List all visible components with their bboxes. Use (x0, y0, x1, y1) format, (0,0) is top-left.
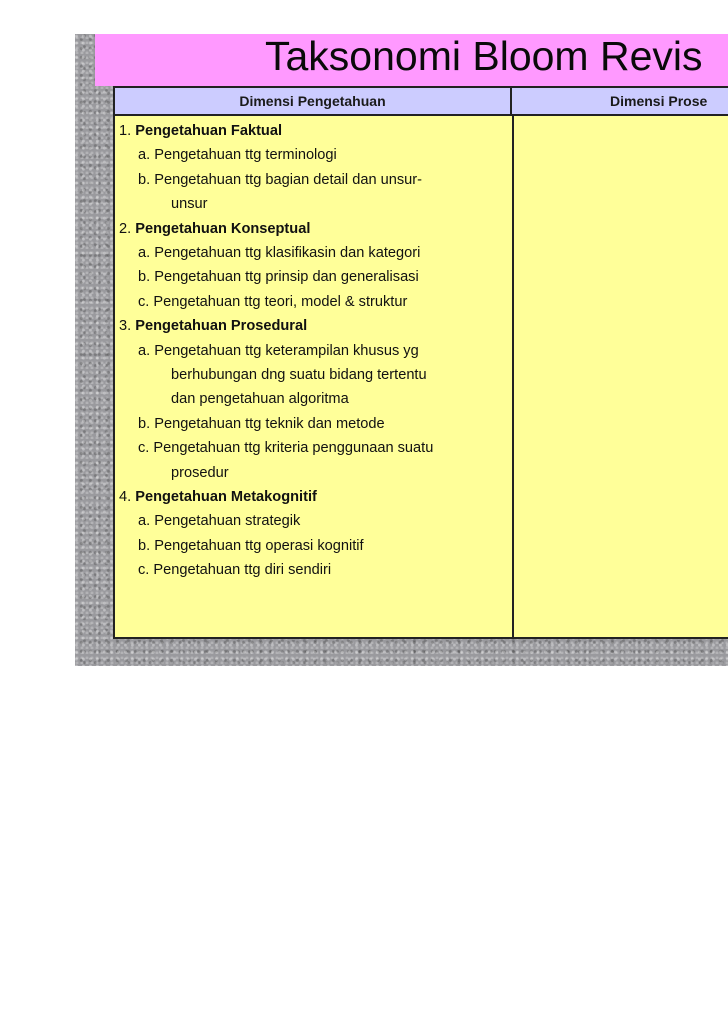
slide-title: Taksonomi Bloom Revis (265, 34, 703, 79)
knowledge-item: a. Pengetahuan ttg terminologi (138, 147, 337, 164)
category-number: 2. (119, 220, 136, 237)
knowledge-item: a. Pengetahuan ttg klasifikasin dan kategori (138, 245, 421, 261)
category-number: 3. (119, 318, 136, 335)
knowledge-item: berhubungan dng suatu bidang tertentu (171, 367, 427, 383)
category-number: 4. (119, 489, 136, 505)
knowledge-category (119, 218, 310, 240)
knowledge-item: dan pengetahuan algoritma (171, 391, 349, 408)
knowledge-item: b. Pengetahuan ttg teknik dan metode (138, 415, 385, 432)
column-divider (512, 116, 514, 639)
knowledge-item: b. Pengetahuan ttg operasi kognitif (138, 537, 364, 554)
header-knowledge-dimension: Dimensi Pengetahuan (115, 88, 512, 116)
knowledge-category (119, 486, 317, 508)
category-number: 1. (119, 123, 136, 139)
knowledge-item: prosedur (171, 464, 229, 481)
knowledge-item: a. Pengetahuan strategik (138, 513, 301, 530)
knowledge-item: unsur (171, 196, 208, 213)
knowledge-item: c. Pengetahuan ttg kriteria penggunaan suatu (138, 440, 434, 457)
knowledge-category (119, 315, 307, 337)
header-process-dimension: Dimensi Prose (512, 88, 728, 116)
knowledge-item: b. Pengetahuan ttg bagian detail dan unsur- (138, 171, 422, 188)
category-label: Pengetahuan Metakognitif (135, 489, 317, 505)
category-label: Pengetahuan Prosedural (135, 318, 308, 335)
knowledge-category (119, 120, 282, 142)
knowledge-item: b. Pengetahuan ttg prinsip dan generalisasi (138, 269, 419, 286)
category-label: Pengetahuan Faktual (135, 123, 283, 139)
title-band (95, 34, 728, 86)
taxonomy-table (113, 86, 728, 639)
knowledge-item: a. Pengetahuan ttg keterampilan khusus yg (138, 342, 419, 359)
knowledge-item: c. Pengetahuan ttg teori, model & struktur (138, 293, 408, 310)
knowledge-item: c. Pengetahuan ttg diri sendiri (138, 562, 332, 579)
category-label: Pengetahuan Konseptual (135, 220, 311, 237)
